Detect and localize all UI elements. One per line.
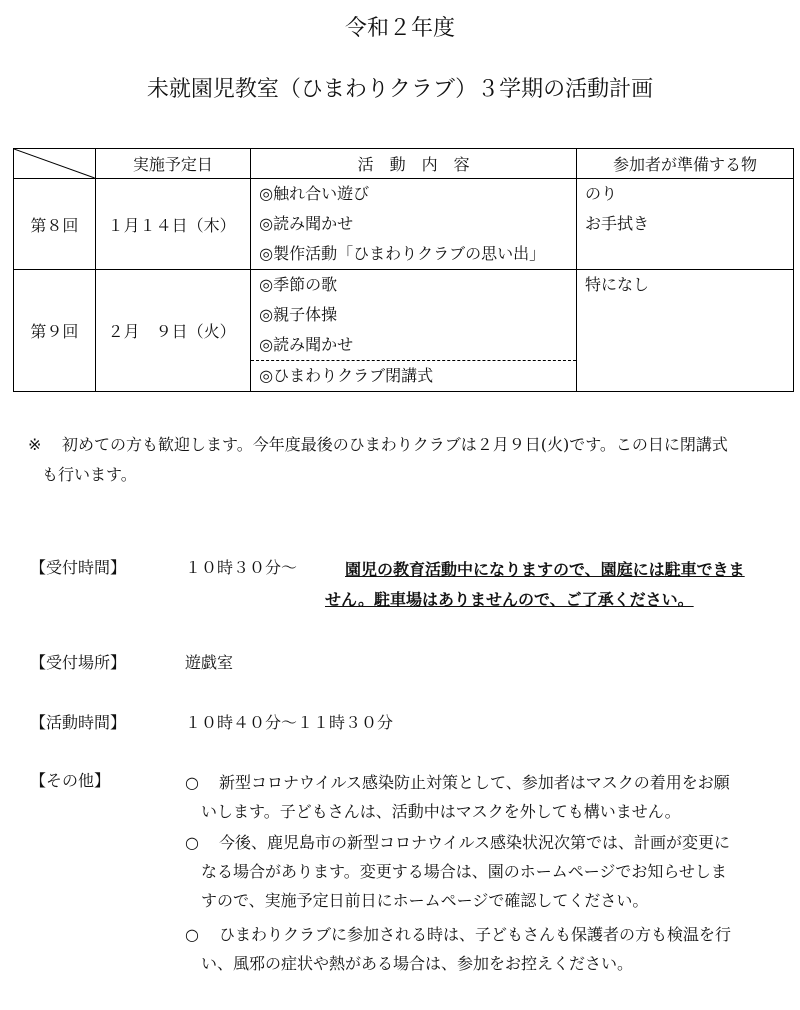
activity-item: ◎触れ合い遊び [259,184,370,203]
round-cell: 第８回 [14,179,96,270]
parking-warning [325,555,795,615]
activities-cell [251,270,577,392]
other-notice-item [185,828,795,915]
activity-item: ◎ひまわりクラブ閉講式 [251,360,576,391]
notice-line: ひまわりクラブに参加される時は、子どもさんも保護者の方も検温を行 [219,925,732,944]
table-header-row [14,149,794,179]
note-line: 初めての方も歓迎します。今年度最後のひまわりクラブは２月９日(火)です。この日に閉講式 [62,435,728,454]
activity-plan-table [13,148,794,392]
reception-place-label: 【受付場所】 [30,653,127,672]
prepare-item: 特になし [584,275,649,294]
notice-line: なる場合があります。変更する場合は、園のホームページでお知らせしま [201,862,727,881]
column-header-activities: 活 動 内 容 [251,149,577,179]
reception-time-value: １０時３０分～ [185,558,298,577]
bullet-circle: ○ [185,925,199,944]
welcome-note [28,430,788,490]
reception-place-value: 遊戯室 [185,653,234,672]
table-row [14,179,794,270]
items-cell [576,179,793,270]
round-cell: 第９回 [14,270,96,392]
other-notice-item [185,920,795,978]
notice-line: いします。子どもさんは、活動中はマスクを外しても構いません。 [201,802,681,821]
activity-item: ◎読み聞かせ [259,214,354,233]
activity-item: ◎製作活動「ひまわりクラブの思い出」 [259,244,546,263]
activity-time-value: １０時４０分～１１時３０分 [185,713,394,732]
date-cell: ２月 ９日（火） [95,270,251,392]
year-heading: 令和２年度 [344,16,455,41]
activity-item: ◎季節の歌 [259,275,338,294]
items-cell [576,270,793,392]
bullet-circle: ○ [185,833,199,852]
column-header-date: 実施予定日 [95,149,251,179]
activities-cell [251,179,577,270]
other-notice-item [185,768,795,826]
date-cell: １月１４日（木） [95,179,251,270]
parking-warning-line: せん。駐車場はありませんので、ご了承ください。 [325,590,694,609]
other-label: 【その他】 [30,771,111,790]
notice-line: 今後、鹿児島市の新型コロナウイルス感染状況次第では、計画が変更に [219,833,731,852]
note-line: も行います。 [42,465,137,484]
notice-line: 新型コロナウイルス感染防止対策として、参加者はマスクの着用をお願 [219,773,730,792]
column-header-items: 参加者が準備する物 [576,149,793,179]
note-mark: ※ [28,435,42,454]
notice-line: すので、実施予定日前日にホームページで確認してください。 [201,891,649,910]
activity-item: ◎親子体操 [259,305,338,324]
notice-line: い、風邪の症状や熱がある場合は、参加をお控えください。 [201,954,634,973]
table-row [14,270,794,392]
parking-warning-line: 園児の教育活動中になりますので、園庭には駐車できま [345,560,745,579]
corner-diagonal-cell [14,149,96,179]
bullet-circle: ○ [185,773,199,792]
prepare-item: のり [584,184,617,203]
activity-item: ◎読み聞かせ [259,335,354,354]
reception-time-label: 【受付時間】 [30,558,127,577]
prepare-item: お手拭き [584,214,649,233]
page-title: 未就園児教室（ひまわりクラブ）３学期の活動計画 [146,77,654,102]
activity-time-label: 【活動時間】 [30,713,127,732]
